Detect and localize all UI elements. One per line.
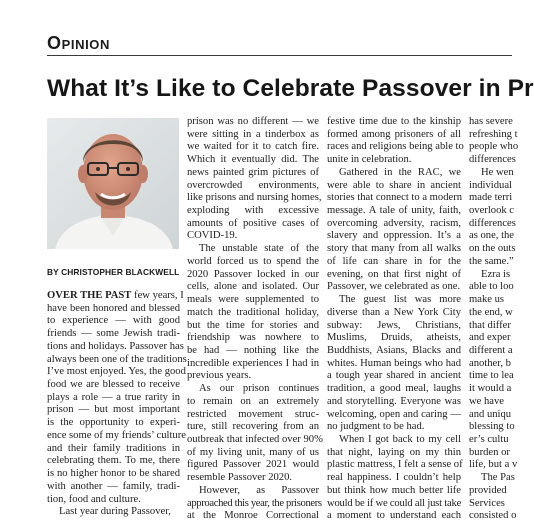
column-line: that night, laying on my thin	[327, 446, 461, 458]
column-line: differences	[469, 154, 516, 166]
column-line: amounts of positive cases of	[187, 217, 319, 229]
column-line: is the opportunity to experi-	[47, 417, 180, 429]
column-line: different a	[469, 344, 513, 356]
column-line: He wen	[481, 166, 514, 178]
column-line: The Pas	[481, 472, 515, 484]
column-line: consisted o	[469, 510, 517, 522]
column-line: celebrating them. To me, there	[47, 455, 180, 467]
column-line: were sitting in a tinderbox as	[187, 128, 319, 140]
column-line: were able to share in ancient	[327, 179, 461, 191]
article-column-2	[187, 116, 323, 523]
article-column-4	[469, 116, 529, 523]
column-line: 2020 Passover locked in our	[187, 268, 319, 280]
column-line: races and religions being able to	[327, 141, 464, 153]
column-line: er’s cultu	[469, 433, 509, 445]
column-line: we waited for it to catch fire.	[187, 141, 319, 153]
column-line: of life can share in for the	[327, 255, 461, 267]
column-line: be had — nothing like the	[187, 344, 319, 356]
column-line: ence some of my friends’ culture	[47, 429, 186, 441]
column-line: burden or	[469, 446, 510, 458]
column-line: meals were supplemented to	[187, 294, 319, 306]
column-line: overcrowded environments,	[187, 179, 319, 191]
column-line: and storytelling. Everyone was	[327, 395, 461, 407]
column-line: The unstable state of the	[199, 243, 319, 255]
headline: What It’s Like to Celebrate Passover in Pr	[47, 75, 534, 102]
column-line: we have	[469, 395, 504, 407]
article-column-1	[47, 290, 187, 519]
column-line: life, but a v	[469, 459, 518, 471]
column-line: outbreak that infected over 90%	[187, 433, 323, 445]
column-line: at the Monroe Correctional	[187, 510, 319, 522]
column-line: The guest list was more	[339, 294, 461, 306]
column-line: make us	[469, 294, 505, 306]
author-portrait-image	[47, 118, 179, 249]
column-line: Which it eventually did. The	[187, 154, 319, 166]
column-line: prison — but most important	[47, 404, 180, 416]
column-line: match the traditional holiday,	[187, 306, 319, 318]
column-line: but think how much better life	[327, 484, 461, 496]
column-line: made terri	[469, 192, 513, 204]
byline: BY CHRISTOPHER BLACKWELL	[47, 267, 180, 277]
column-line: Services	[469, 497, 505, 509]
column-line: Ezra is	[481, 268, 511, 280]
column-line: and exper	[469, 332, 511, 344]
column-line: formed among prisoners of all	[327, 128, 461, 140]
column-line: food we are blessed to receive	[47, 379, 180, 391]
column-line: like prisons and nursing homes,	[187, 192, 322, 204]
column-line: real happiness. I couldn’t help	[327, 472, 461, 484]
lead-in: OVER THE PAST	[47, 290, 132, 301]
column-line: blessing to	[469, 421, 515, 433]
column-line: the same.”	[469, 255, 514, 267]
column-line: ture, still recovering from an	[187, 421, 319, 433]
column-line: whites. Human beings who had	[327, 357, 461, 369]
column-line: to remain on an extremely	[187, 395, 319, 407]
column-line: restricted movement struc-	[187, 408, 319, 420]
column-line: has severe	[469, 116, 513, 127]
column-line: as one, the	[469, 230, 515, 242]
column-line: festive time due to the kinship	[327, 116, 461, 127]
column-line: welcoming, open and caring —	[327, 408, 461, 420]
column-line: a moment to understand each	[327, 510, 461, 522]
column-line: Passover, we celebrated as one.	[327, 281, 461, 293]
column-line: provided	[469, 484, 507, 496]
column-line: always been one of the traditions	[47, 353, 187, 365]
column-line: figured Passover 2021 would	[187, 459, 319, 471]
column-line: refreshing t	[469, 128, 518, 140]
column-line: Muslims, Druids, atheists,	[327, 332, 461, 344]
column-line: subway: Jews, Christians,	[327, 319, 461, 331]
column-line: unite in celebration.	[327, 154, 412, 166]
column-line: no judgment to be had.	[327, 421, 425, 433]
column-line: Buddhists, Asians, Blacks and	[327, 344, 461, 356]
column-line: tion, food and culture.	[47, 493, 141, 505]
column-line: the end, w	[469, 306, 513, 318]
column-line: Gathered in the RAC, we	[339, 166, 461, 178]
column-line: friendship was nowhere to	[187, 332, 319, 344]
column-line: that differ	[469, 319, 511, 331]
column-line: As our prison continues	[199, 383, 319, 395]
column-line: but the time for stories and	[187, 319, 319, 331]
column-line: plays a role — a true rarity in	[47, 391, 180, 403]
column-line: friends — some Jewish tradi-	[47, 328, 180, 340]
column-line: However, as Passover	[199, 484, 319, 496]
column-line: tions and holidays. Passover has	[47, 340, 184, 352]
column-line: incredible experiences I had in	[187, 357, 319, 369]
column-line: a tough year shared in ancient	[327, 370, 461, 382]
column-line: slavery and oppression. It’s a	[327, 230, 461, 242]
column-line: have been honored and blessed	[47, 302, 180, 314]
column-line: plastic mattress, I felt a sense of	[327, 459, 463, 471]
column-line: would be if we could all just take	[327, 497, 462, 509]
column-line: COVID-19.	[187, 230, 238, 242]
column-line: is no higher honor to be shared	[47, 468, 180, 480]
column-line: and uniqu	[469, 408, 512, 420]
article-column-3	[327, 116, 464, 523]
column-line: overlook c	[469, 205, 515, 217]
author-photo	[47, 118, 179, 249]
column-line: and their family traditions in	[47, 442, 180, 454]
column-line: evening, on that first night of	[327, 268, 461, 280]
column-line: of my living unit, many of us	[187, 446, 319, 458]
column-line: stories that connect to a modern	[327, 192, 463, 204]
column-line: people who	[469, 141, 519, 153]
column-line: approached this year, the prisoners	[187, 497, 322, 509]
column-line: I’ve most enjoyed. Yes, the good	[47, 366, 186, 378]
column-line: individual	[469, 179, 512, 191]
section-label: Opinion	[47, 33, 110, 53]
column-line: Last year during Passover,	[59, 506, 171, 518]
column-line: previous years.	[187, 370, 252, 382]
column-line: resemble Passover 2020.	[187, 472, 293, 484]
column-line: world forced us to spend the	[187, 255, 319, 267]
column-line: with another — family, tradi-	[47, 480, 180, 492]
column-line: on the outs	[469, 243, 516, 255]
column-line: story that many from all walks	[327, 243, 461, 255]
section-rule	[47, 55, 512, 56]
column-line: another, b	[469, 357, 511, 369]
column-line: to experience — with good	[47, 315, 180, 327]
column-line: When I got back to my cell	[339, 433, 461, 445]
column-line: prison was no different — we	[187, 116, 319, 127]
column-line: OVER THE PAST few years, I	[47, 290, 184, 301]
column-line: differences	[469, 217, 516, 229]
column-line: tradition, a good meal, laughs	[327, 383, 461, 395]
column-line: exploding with excessive	[187, 205, 319, 217]
column-line: news painted grim pictures of	[187, 166, 319, 178]
column-line: message. A tale of unity, faith,	[327, 205, 461, 217]
column-line: overcoming adversity, racism,	[327, 217, 461, 229]
column-line: diverse than a New York City	[327, 306, 461, 318]
column-line: it would a	[469, 383, 512, 395]
column-line: able to loo	[469, 281, 514, 293]
column-line: time to lea	[469, 370, 514, 382]
column-line: cells, alone and isolated. Our	[187, 281, 319, 293]
